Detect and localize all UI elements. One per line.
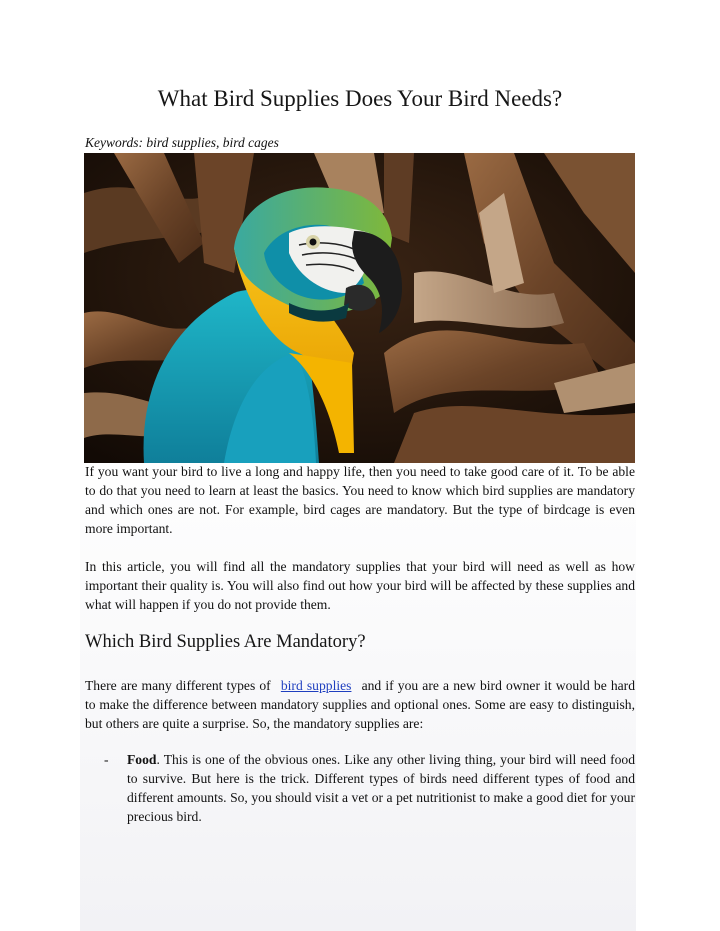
paragraph-text-after-link: and if you are a new bird owner it would be hard to make the difference between mandatory supplies and optional ones. Some are easy to distinguish, but others are quite a surprise. So, the mandatory supplies are: — [85, 678, 636, 731]
page-title: What Bird Supplies Does Your Bird Needs? — [157, 86, 563, 111]
mandatory-supplies-list — [85, 750, 635, 826]
list-item — [85, 750, 635, 826]
bird-supplies-link[interactable]: bird supplies — [280, 678, 352, 693]
list-item-text: . This is one of the obvious ones. Like any other living thing, your bird will need food to survive. But here is the trick. Different types of birds need different types of food and different amounts. So, you should visit a vet or a pet nutritionist to make a good diet for your precious bird. — [127, 752, 635, 824]
article-overview-paragraph: In this article, you will find all the mandatory supplies that your bird will need as well as how important their quality is. You will also find out how your bird will be affected by these supplies and what will happen if you do not provide them. — [85, 559, 635, 612]
keywords-line: Keywords: bird supplies, bird cages — [85, 135, 279, 150]
list-bullet: - — [104, 752, 109, 767]
supplies-intro-paragraph — [85, 676, 635, 733]
paragraph-text-before-link: There are many different types of — [85, 678, 271, 693]
intro-paragraph: If you want your bird to live a long and happy life, then you need to take good care of it. To be able to do that you need to learn at least the basics. You need to know which bird supplies are mandatory and which ones are not. For example, bird cages are mandatory. But the type of birdcage is even more important. — [85, 464, 635, 536]
section-heading: Which Bird Supplies Are Mandatory? — [85, 632, 366, 652]
list-item-term: Food — [127, 752, 157, 767]
macaw-photo — [84, 153, 635, 463]
